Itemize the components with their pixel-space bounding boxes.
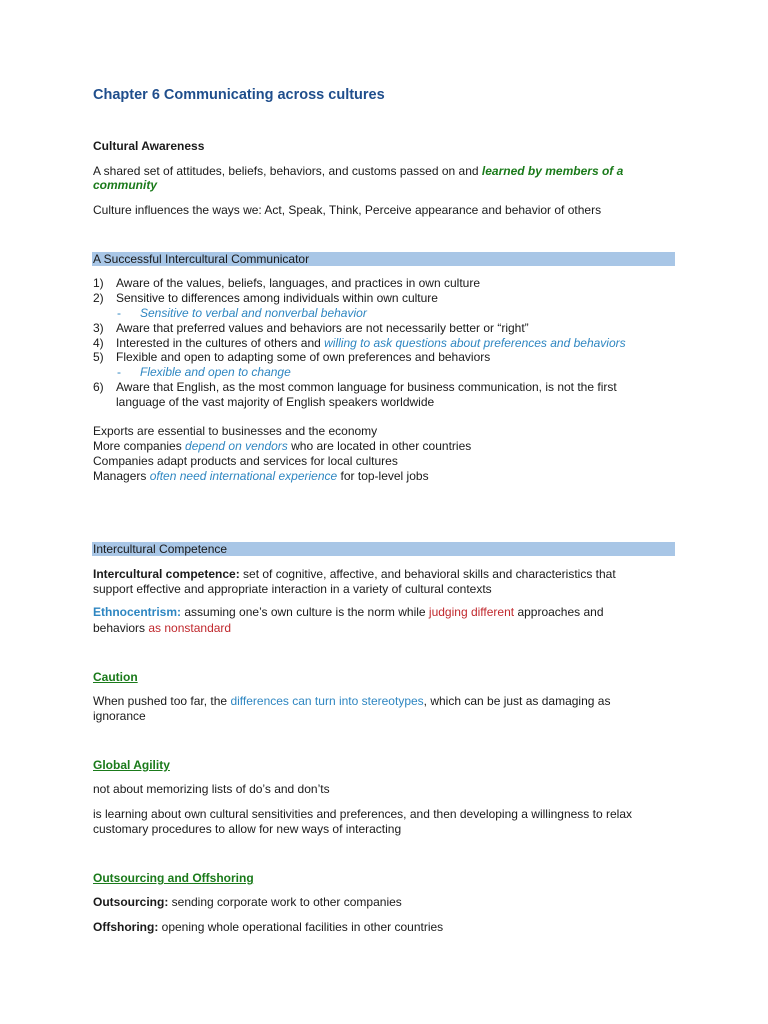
list-number: 5) — [93, 350, 104, 364]
exports-line: Exports are essential to businesses and the economy — [93, 424, 378, 438]
ethnocentrism-text: assuming one’s own culture is the norm while — [181, 605, 429, 619]
competence-definition-line2: support effective and appropriate interaction in a variety of cultural contexts — [93, 582, 492, 596]
list-item-emphasis: willing to ask questions about preferences and behaviors — [324, 336, 626, 350]
adapt-line: Companies adapt products and services for local cultures — [93, 454, 398, 468]
cultural-awareness-definition — [93, 164, 623, 179]
caution-heading: Caution — [93, 670, 138, 684]
ethnocentrism-line2-text: behaviors — [93, 621, 149, 635]
definition-text: A shared set of attitudes, beliefs, behaviors, and customs passed on and — [93, 164, 482, 178]
vendors-emphasis: depend on vendors — [185, 439, 288, 453]
list-dash: - — [117, 306, 121, 320]
caution-text-line2: ignorance — [93, 709, 146, 723]
vendors-line — [93, 439, 471, 454]
ethnocentrism-definition-line2 — [93, 621, 231, 636]
list-item: Aware of the values, beliefs, languages, and practices in own culture — [116, 276, 480, 290]
offshoring-definition — [93, 920, 443, 935]
list-number: 6) — [93, 380, 104, 394]
list-item: Aware that English, as the most common language for business communication, is not the first — [116, 380, 617, 394]
communicator-banner: A Successful Intercultural Communicator — [92, 252, 675, 266]
competence-banner: Intercultural Competence — [92, 542, 675, 556]
ethnocentrism-term: Ethnocentrism: — [93, 605, 182, 619]
managers-line — [93, 469, 429, 484]
competence-def-text: set of cognitive, affective, and behavioral skills and characteristics that — [239, 567, 616, 581]
definition-emphasis: learned by members of a — [481, 164, 624, 178]
list-item: Flexible and open to adapting some of own preferences and behaviors — [116, 350, 491, 364]
vendors-text-end: who are located in other countries — [287, 439, 472, 453]
offshoring-def: opening whole operational facilities in other countries — [158, 920, 444, 934]
list-item: Sensitive to differences among individuals within own culture — [116, 291, 438, 305]
list-item — [116, 336, 626, 351]
list-number: 2) — [93, 291, 104, 305]
caution-emphasis: differences can turn into stereotypes — [230, 694, 424, 708]
list-subitem: Sensitive to verbal and nonverbal behavior — [140, 306, 367, 320]
managers-text-end: for top-level jobs — [337, 469, 429, 483]
agility-line: customary procedures to allow for new ways of interacting — [93, 822, 402, 836]
cultural-awareness-heading: Cultural Awareness — [93, 139, 205, 153]
list-item-continued: language of the vast majority of English speakers worldwide — [116, 395, 435, 409]
list-item: Aware that preferred values and behaviors are not necessarily better or “right” — [116, 321, 529, 335]
list-number: 3) — [93, 321, 104, 335]
caution-text — [93, 694, 610, 709]
outsourcing-definition — [93, 895, 402, 910]
ethnocentrism-red-text: judging different — [428, 605, 515, 619]
ethnocentrism-line2-red: as nonstandard — [148, 621, 232, 635]
list-number: 1) — [93, 276, 104, 290]
culture-influence-text: Culture influences the ways we: Act, Speak, Think, Perceive appearance and behavior of others — [93, 203, 602, 217]
agility-line: not about memorizing lists of do’s and don’ts — [93, 782, 330, 796]
ethnocentrism-text-end: approaches and — [514, 605, 604, 619]
outsourcing-term: Outsourcing: — [93, 895, 169, 909]
managers-text: Managers — [93, 469, 150, 483]
caution-text-start: When pushed too far, the — [93, 694, 231, 708]
list-number: 4) — [93, 336, 104, 350]
vendors-text: More companies — [93, 439, 186, 453]
competence-definition — [93, 567, 616, 582]
caution-text-end: , which can be just as damaging as — [423, 694, 611, 708]
global-agility-heading: Global Agility — [93, 758, 170, 772]
outsourcing-heading: Outsourcing and Offshoring — [93, 871, 254, 885]
agility-line: is learning about own cultural sensitivities and preferences, and then developing a willingness to relax — [93, 807, 632, 821]
list-subitem: Flexible and open to change — [140, 365, 291, 379]
ethnocentrism-definition — [93, 605, 604, 620]
definition-emphasis-line2: community — [93, 178, 158, 192]
offshoring-term: Offshoring: — [93, 920, 159, 934]
competence-term: Intercultural competence: — [93, 567, 240, 581]
managers-emphasis: often need international experience — [149, 469, 338, 483]
list-dash: - — [117, 365, 121, 379]
list-item-text: Interested in the cultures of others and — [116, 336, 325, 350]
page-title: Chapter 6 Communicating across cultures — [93, 87, 385, 103]
outsourcing-def: sending corporate work to other companies — [168, 895, 402, 909]
